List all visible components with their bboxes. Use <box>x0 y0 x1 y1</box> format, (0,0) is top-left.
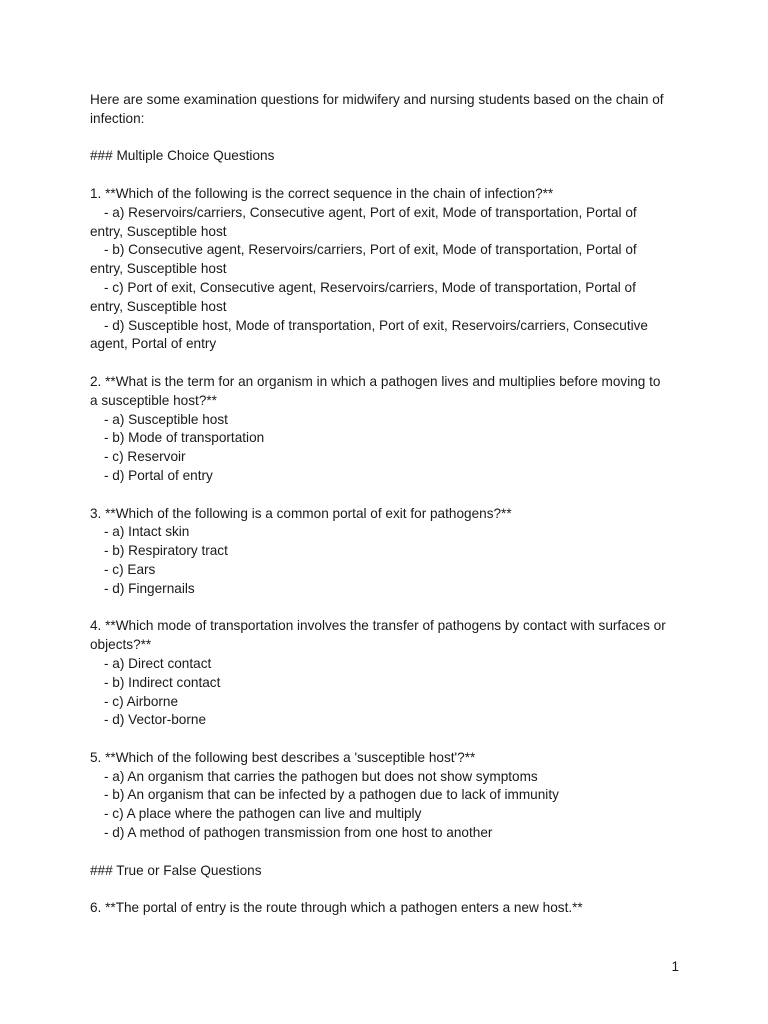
option-text: - c) A place where the pathogen can live and multiply <box>104 806 422 822</box>
option-text: - a) Direct contact <box>104 655 212 671</box>
section-heading-true-false: ### True or False Questions <box>90 862 262 878</box>
question-text: 1. **Which of the following is the correct sequence in the chain of infection?** <box>90 185 554 201</box>
option-item <box>90 241 690 279</box>
question-block <box>90 373 690 486</box>
intro-line: Here are some examination questions for midwifery and nursing students based on the chain of <box>90 92 664 107</box>
question-text-continued: a susceptible host?** <box>90 392 217 408</box>
question-block <box>90 185 690 354</box>
option-text: - a) Intact skin <box>104 524 190 540</box>
section-heading-multiple-choice: ### Multiple Choice Questions <box>90 148 275 164</box>
option-text: - b) Indirect contact <box>104 674 221 690</box>
option-text: - d) A method of pathogen transmission from one host to another <box>104 825 493 841</box>
option-text: - d) Portal of entry <box>104 467 213 483</box>
question-text: 4. **Which mode of transportation involves the transfer of pathogens by contact with surfaces or <box>90 618 666 634</box>
option-text: - c) Airborne <box>104 693 179 709</box>
option-text: - d) Susceptible host, Mode of transportation, Port of exit, Reservoirs/carriers, Consecutive <box>104 317 648 333</box>
question-text: 6. **The portal of entry is the route through which a pathogen enters a new host.** <box>90 900 583 916</box>
question-text: 2. **What is the term for an organism in which a pathogen lives and multiplies before moving to <box>90 373 661 389</box>
option-text: - b) Respiratory tract <box>104 543 228 559</box>
option-text: - a) Susceptible host <box>104 411 228 427</box>
option-text-continued: entry, Susceptible host <box>90 261 227 277</box>
option-text: - c) Reservoir <box>104 449 186 465</box>
intro-paragraph <box>90 91 690 129</box>
option-item <box>90 279 690 317</box>
question-text-continued: objects?** <box>90 637 152 653</box>
option-item <box>90 204 690 242</box>
document-page <box>90 91 690 918</box>
option-text: - a) An organism that carries the pathogen but does not show symptoms <box>104 768 538 784</box>
option-text: - c) Ears <box>104 561 156 577</box>
option-text-continued: entry, Susceptible host <box>90 298 227 314</box>
option-text: - b) Mode of transportation <box>104 430 265 446</box>
question-text: 5. **Which of the following best describes a 'susceptible host'?** <box>90 749 476 765</box>
option-text: - a) Reservoirs/carriers, Consecutive agent, Port of exit, Mode of transportation, Portal of <box>104 204 637 220</box>
question-text: 3. **Which of the following is a common portal of exit for pathogens?** <box>90 505 512 521</box>
option-text: - b) Consecutive agent, Reservoirs/carriers, Port of exit, Mode of transportation, Portal of <box>104 242 637 258</box>
option-text-continued: agent, Portal of entry <box>90 336 217 352</box>
option-text: - d) Vector-borne <box>104 712 206 728</box>
question-block <box>90 617 690 730</box>
page-number: 1 <box>671 959 679 974</box>
option-item <box>90 317 690 355</box>
question-block <box>90 505 690 599</box>
question-block <box>90 749 690 843</box>
intro-line: infection: <box>90 110 145 126</box>
option-text: - d) Fingernails <box>104 580 195 596</box>
option-text: - c) Port of exit, Consecutive agent, Reservoirs/carriers, Mode of transportation, Portal of <box>104 279 636 295</box>
option-text-continued: entry, Susceptible host <box>90 223 227 239</box>
option-text: - b) An organism that can be infected by a pathogen due to lack of immunity <box>104 787 559 803</box>
